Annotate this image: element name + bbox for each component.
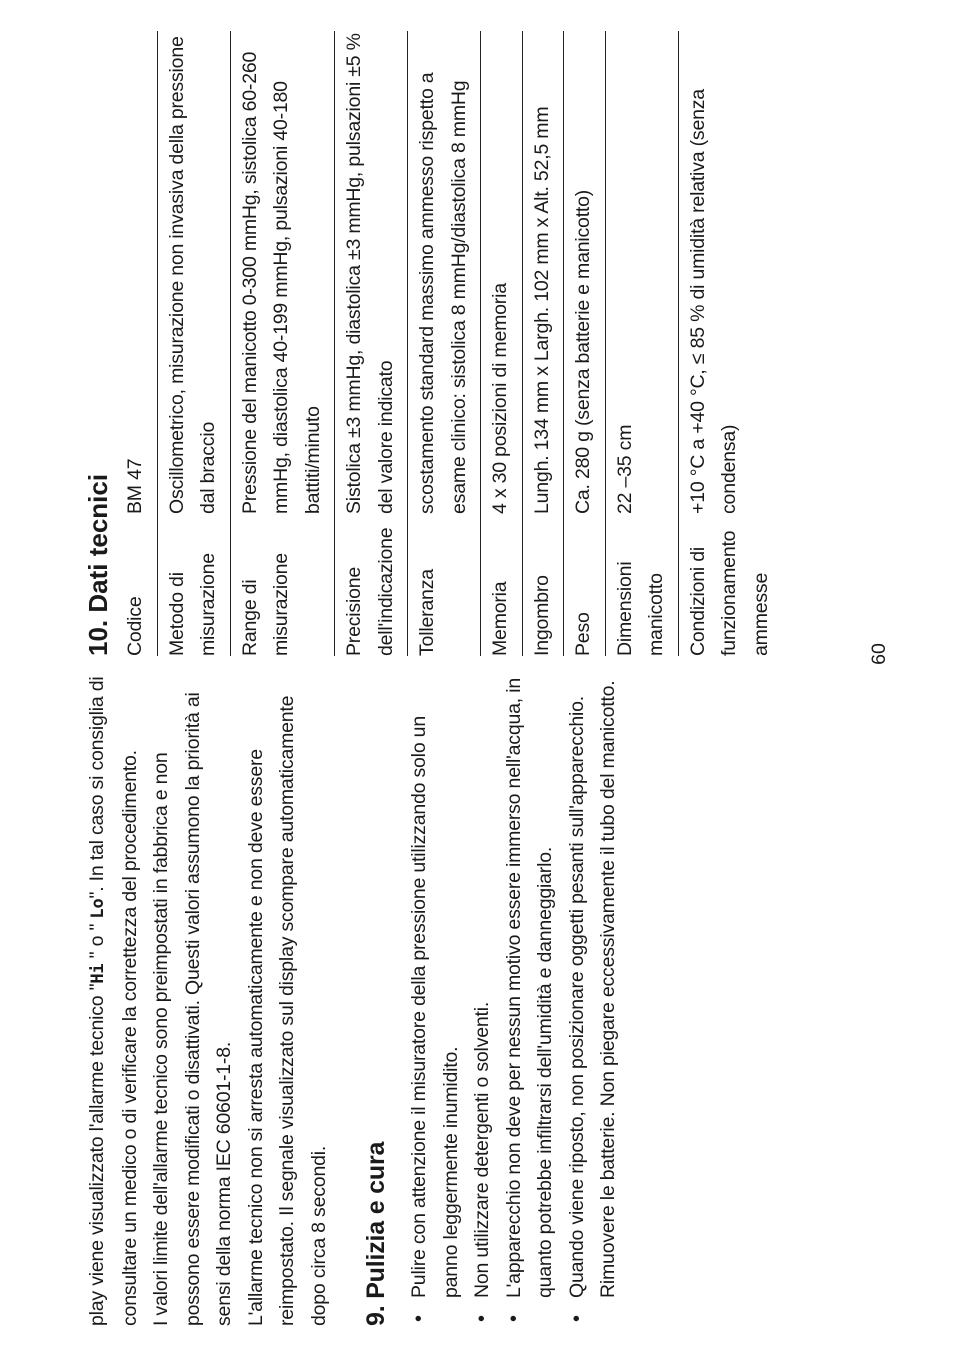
alarm-text-end: ". In tal caso si consiglia di consultare un medico o di verificare la correttezza del procedimento. xyxy=(86,676,141,1326)
bullet-text: Non utilizzare detergenti o solventi. xyxy=(471,1001,493,1298)
spec-value: Lungh. 134 mm x Largh. 102 mm x Alt. 52,5 mm xyxy=(522,31,564,518)
table-row xyxy=(335,31,408,656)
spec-label: Ingombro xyxy=(522,518,564,656)
display-alarm-paragraph xyxy=(82,676,146,1326)
bullet-icon: • xyxy=(471,1315,493,1322)
table-row xyxy=(230,31,335,656)
spec-label: Memoria xyxy=(481,518,523,656)
spec-value: Ca. 280 g (senza batterie e manicotto) xyxy=(564,31,606,518)
table-row xyxy=(118,31,157,656)
list-item xyxy=(499,676,562,1326)
table-row xyxy=(564,31,606,656)
section-10-title: 10. Dati tecnici xyxy=(83,473,113,656)
alarm-text-middle: " o " xyxy=(86,918,108,964)
table-row xyxy=(605,31,678,656)
table-row xyxy=(408,31,481,656)
spec-label: Precisione dell'indicazione xyxy=(335,518,408,656)
spec-label: Peso xyxy=(564,518,606,656)
hi-display-symbol: Hi xyxy=(88,963,108,984)
bullet-text: L'apparecchio non deve per nessun motivo essere immerso nell'acqua, in quanto potrebbe infiltrarsi dell'umidità e danneggiarlo. xyxy=(502,678,556,1298)
list-item xyxy=(562,676,625,1326)
alarm-text-start: play viene visualizzato l'allarme tecnico " xyxy=(86,983,108,1326)
spec-value: +10 °C a +40 °C, ≤ 85 % di umidità relativa (senza condensa) xyxy=(678,31,782,518)
right-column xyxy=(82,31,782,656)
bullet-icon: • xyxy=(565,1315,588,1322)
bullet-text: Quando viene riposto, non posizionare oggetti pesanti sull'apparecchio. Rimuovere le batterie. Non piegare eccessivamente il tubo del manicotto. xyxy=(565,680,619,1298)
left-column xyxy=(82,676,625,1326)
spec-value: 4 x 30 posizioni di memoria xyxy=(481,31,523,518)
section-9-title: 9. Pulizia e cura xyxy=(362,1141,390,1326)
spec-label: Codice xyxy=(124,596,146,656)
list-item xyxy=(404,676,467,1326)
spec-value: BM 47 xyxy=(124,458,146,514)
spec-label: Tolleranza xyxy=(408,518,481,656)
spec-label: Range di misurazione xyxy=(230,518,335,656)
spec-label: Metodo di misurazione xyxy=(157,518,230,656)
spec-label: Condizioni di funzionamento ammesse xyxy=(678,518,782,656)
table-row xyxy=(522,31,564,656)
technical-data-table xyxy=(118,31,782,656)
alarm-reset-paragraph: L'allarme tecnico non si arresta automaticamente e non deve essere reimpostato. Il segnale visualizzato sul display scompare automaticamente dopo circa 8 secondi. xyxy=(244,695,330,1326)
bullet-icon: • xyxy=(408,1315,430,1322)
bullet-icon: • xyxy=(502,1315,525,1322)
cleaning-bullet-list xyxy=(404,676,625,1326)
alarm-limits-paragraph: I valori limite dell'allarme tecnico sono preimpostati in fabbrica e non possono essere modificati o disattivati. Questi valori assumono la priorità ai sensi della norma IEC 60601-1-8. xyxy=(150,692,235,1326)
page-number: 60 xyxy=(868,643,890,665)
spec-value: 22 –35 cm xyxy=(605,31,678,518)
table-row xyxy=(481,31,523,656)
table-row xyxy=(678,31,782,656)
lo-display-symbol: Lo xyxy=(88,898,108,919)
spec-label: Dimensioni manicotto xyxy=(605,518,678,656)
bullet-text: Pulire con attenzione il misuratore della pressione utilizzando solo un panno leggermente inumidito. xyxy=(408,716,462,1298)
spec-value: Pressione del manicotto 0-300 mmHg, sistolica 60-260 mmHg, diastolica 40-199 mmHg, pulsazioni 40-180 battiti/minuto xyxy=(230,31,335,518)
spec-value: Oscillometrico, misurazione non invasiva della pressione dal braccio xyxy=(157,31,230,518)
spec-value: scostamento standard massimo ammesso rispetto a esame clinico: sistolica 8 mmHg/diastolica 8 mmHg xyxy=(408,31,481,518)
spec-value: Sistolica ±3 mmHg, diastolica ±3 mmHg, pulsazioni ±5 % del valore indicato xyxy=(335,31,408,518)
list-item xyxy=(467,676,499,1326)
table-row xyxy=(157,31,230,656)
